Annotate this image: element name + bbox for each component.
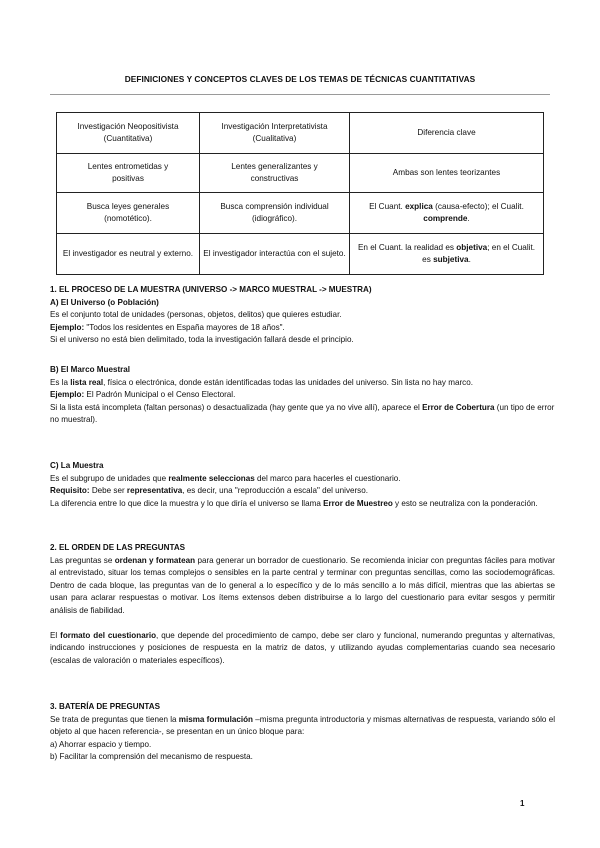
- section-1-heading: 1. EL PROCESO DE LA MUESTRA (UNIVERSO -> MARCO MUESTRAL -> MUESTRA): [50, 285, 372, 294]
- cell-text: En el Cuant. la realidad es: [357, 242, 457, 252]
- header-diferencia: Diferencia clave: [417, 127, 476, 137]
- text: Es el subgrupo de unidades que: [50, 473, 169, 483]
- emphasis: ordenan y formatean: [114, 555, 196, 565]
- cell-emphasis: objetiva: [456, 242, 488, 252]
- cell-text: (causa-efecto); el Cualit.: [432, 201, 524, 211]
- emphasis: formato del cuestionario: [60, 630, 157, 640]
- paragraph: [50, 498, 555, 511]
- emphasis: misma formulación: [178, 714, 254, 724]
- table-row: [57, 154, 544, 193]
- subsection-c-title: C) La Muestra: [50, 461, 104, 470]
- text: (un tipo de error no muestral).: [50, 402, 555, 425]
- emphasis: representativa: [126, 486, 183, 496]
- example-label: Ejemplo:: [50, 390, 85, 400]
- section-2-heading: 2. EL ORDEN DE LAS PREGUNTAS: [50, 543, 186, 552]
- emphasis: Error de Muestreo: [323, 498, 393, 508]
- table-row: [57, 234, 544, 275]
- emphasis: Error de Cobertura: [422, 402, 495, 412]
- example-text: "Todos los residentes en España mayores de 18 años".: [84, 322, 285, 332]
- text: La diferencia entre lo que dice la muestra y lo que diría el universo se llama: [50, 498, 324, 508]
- table-cell: Busca leyes generales (nomotético).: [57, 193, 200, 234]
- cell-text: El Cuant.: [369, 201, 406, 211]
- paragraph: [50, 389, 555, 402]
- paragraph: [50, 377, 555, 390]
- section-3-heading: 3. BATERÍA DE PREGUNTAS: [50, 702, 161, 711]
- emphasis: lista real: [70, 377, 104, 387]
- text: El: [50, 630, 61, 640]
- text: del marco para hacerles el cuestionario.: [254, 473, 401, 483]
- text: para generar un borrador de cuestionario. Se recomienda iniciar con preguntas fáciles para motivar al entrevistado, situar los temas complejos o sensibles en la parte central y terminar con preguntas sencillas, como las sociodemográficas. Dentro de cada bloque, las preguntas van de lo general a lo específico y de lo más sencillo a lo más difícil, mientras que las abiertas se usan para aclarar respuestas o motivar. Los ítems extensos deben distribuirse a lo largo del cuestionario para evitar sesgos y permitir análisis de fiabilidad.: [50, 555, 556, 615]
- table-cell: Lentes entrometidas y positivas: [57, 154, 200, 193]
- header-cuantitativa: (Cuantitativa): [103, 134, 153, 143]
- text: Si la lista está incompleta (faltan personas) o desactualizada (hay gente que ya no vive allí), aparece el: [50, 402, 423, 412]
- text: –misma pregunta introductoria y mismas alternativas de respuesta, variando sólo el objeto al que hacen referencia-, se presentan en un único bloque para:: [50, 714, 555, 737]
- header-interpretativista: Investigación Interpretativista: [221, 121, 328, 131]
- page-number: 1: [520, 799, 525, 808]
- text: , es decir, una "reproducción a escala" del universo.: [182, 486, 368, 496]
- cell-text: .: [467, 214, 470, 223]
- text: Se trata de preguntas que tienen la: [50, 714, 179, 724]
- text: y esto se neutraliza con la ponderación.: [392, 498, 538, 508]
- cell-text: ; en el Cualit. es: [422, 242, 536, 264]
- paragraph: Es el conjunto total de unidades (personas, objetos, delitos) que quieres estudiar.: [50, 310, 342, 320]
- section-2: [50, 542, 555, 667]
- paragraph: [50, 714, 555, 739]
- paragraph: [50, 555, 555, 618]
- text: , física o electrónica, donde están identificadas todas las unidades del universo. Sin lista no hay marco.: [103, 377, 473, 387]
- table-cell: Ambas son lentes teorizantes: [350, 154, 544, 193]
- table-header-cell: [350, 113, 544, 154]
- table-cell: El investigador es neutral y externo.: [57, 234, 200, 275]
- table-header-row: [57, 113, 544, 154]
- table-cell: Lentes generalizantes y constructivas: [200, 154, 350, 193]
- table-cell: Busca comprensión individual (idiográfico).: [200, 193, 350, 234]
- paragraph: [50, 485, 555, 498]
- paragraph: [50, 630, 555, 668]
- cell-emphasis: subjetiva: [433, 255, 469, 264]
- list-item: a) Ahorrar espacio y tiempo.: [50, 739, 152, 749]
- cell-emphasis: explica: [405, 201, 433, 211]
- title-divider: [50, 94, 550, 95]
- requisito-label: Requisito:: [50, 486, 90, 496]
- text: , que depende del procedimiento de campo, debe ser claro y funcional, numerando preguntas y alternativas, indicando instrucciones y posiciones de respuesta en la matriz de datos, y utilizando ayudas complementarias cuando sea necesario (escalas de valoración o materiales específicos).: [50, 630, 556, 665]
- header-cualitativa: (Cualitativa): [252, 134, 297, 143]
- list-item: b) Facilitar la comprensión del mecanismo de respuesta.: [50, 752, 253, 762]
- cell-emphasis: comprende: [423, 214, 468, 223]
- paragraph: [50, 322, 555, 335]
- paragraph: Si el universo no está bien delimitado, toda la investigación fallará desde el principio.: [50, 335, 354, 345]
- cell-text: .: [468, 255, 471, 264]
- section-3: [50, 701, 555, 764]
- document-title: DEFINICIONES Y CONCEPTOS CLAVES DE LOS TEMAS DE TÉCNICAS CUANTITATIVAS: [124, 74, 476, 84]
- text: Debe ser: [89, 486, 127, 496]
- text: Las preguntas se: [50, 555, 115, 565]
- example-label: Ejemplo:: [50, 322, 85, 332]
- subsection-c: [50, 460, 555, 510]
- table-cell: El investigador interactúa con el sujeto.: [200, 234, 350, 275]
- paragraph: [50, 402, 555, 427]
- subsection-b: [50, 364, 555, 427]
- comparison-table: [56, 112, 544, 275]
- table-header-cell: [57, 113, 200, 154]
- table-header-cell: [200, 113, 350, 154]
- text: Es la: [50, 377, 71, 387]
- table-cell: [350, 234, 544, 275]
- header-neopositivista: Investigación Neopositivista: [77, 121, 179, 131]
- emphasis: realmente seleccionas: [168, 473, 255, 483]
- example-text: El Padrón Municipal o el Censo Electoral.: [84, 390, 236, 400]
- subsection-a-title: A) El Universo (o Población): [50, 297, 159, 307]
- table-cell: [350, 193, 544, 234]
- subsection-b-title: B) El Marco Muestral: [50, 365, 131, 374]
- section-1: [50, 284, 555, 347]
- paragraph: [50, 473, 555, 486]
- table-row: [57, 193, 544, 234]
